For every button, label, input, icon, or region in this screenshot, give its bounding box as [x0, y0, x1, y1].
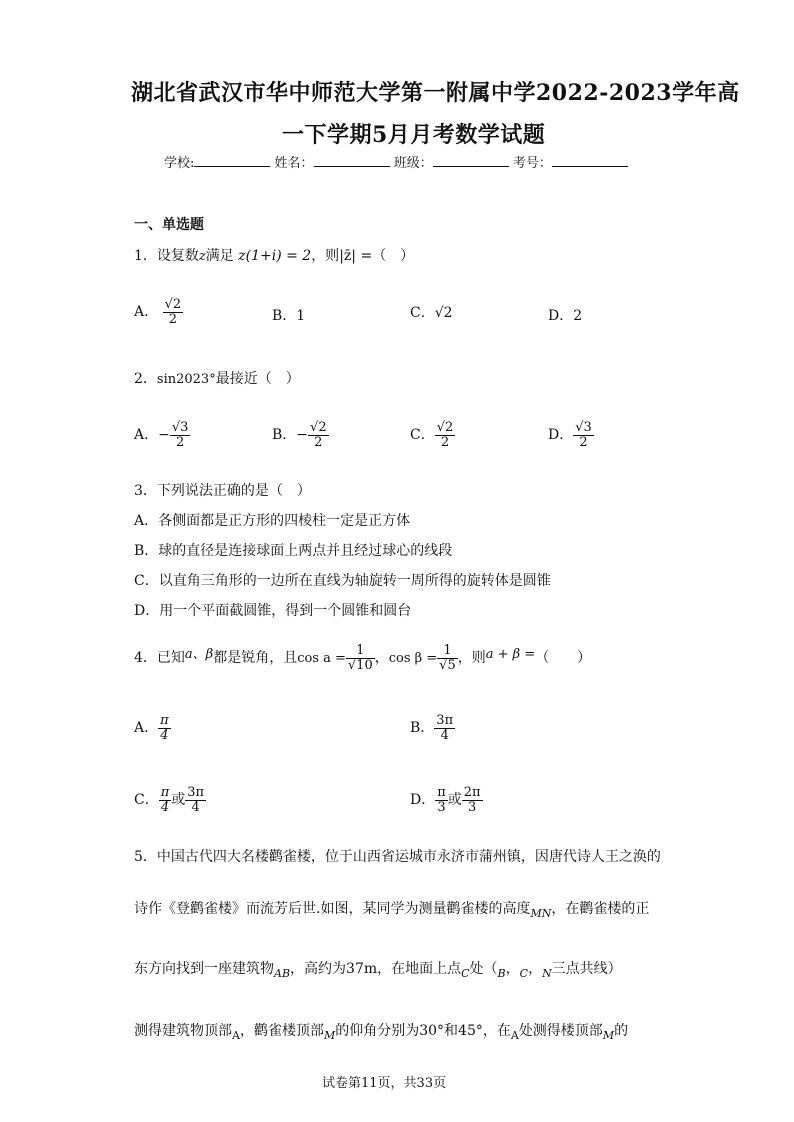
id-label: 考号： [512, 156, 552, 171]
q5-text: 诗作《登鹳雀楼》而流芳后世.如图，某同学为测量鹳雀楼的高度 [134, 901, 531, 917]
q4-text-c: ，则 [457, 650, 486, 666]
q1-abs-conj: |z̄| = [339, 248, 373, 264]
frac-num: √2 [436, 420, 454, 435]
q1-var-z: z [198, 249, 206, 264]
frac-den: 4 [191, 799, 200, 815]
frac-num: √3 [171, 420, 189, 435]
q2-text: 最接近（ ） [215, 371, 300, 387]
q4-cos-b: cos β = [388, 651, 438, 666]
q1-option-b[interactable] [272, 305, 305, 325]
option-label: D． [548, 427, 574, 444]
q5-var-a: A [510, 1028, 519, 1042]
q5-var-c: C [519, 966, 529, 980]
q3-option-c[interactable]: C．以直角三角形的一边所在直线为轴旋转一周所得的旋转体是圆锥 [134, 573, 551, 589]
minus-sign: − [296, 427, 309, 444]
q1-paren: （ ） [372, 248, 415, 264]
frac-num: π [160, 713, 169, 728]
option-label: A． [134, 720, 159, 737]
q2-num: 2． [134, 371, 157, 387]
fraction [462, 786, 483, 814]
q5-line3 [134, 958, 622, 980]
q2-option-c[interactable] [410, 421, 455, 449]
id-blank[interactable] [552, 154, 628, 167]
page-footer: 试卷第11页，共33页 [322, 1076, 447, 1091]
or-text: 或 [447, 792, 462, 809]
q1-text-c: ，则 [311, 248, 340, 264]
q4-option-d[interactable] [410, 786, 483, 814]
q4-vars: a、β [184, 647, 214, 662]
frac-num: π [437, 785, 446, 800]
frac-num: 2π [463, 785, 481, 800]
q1-option-a[interactable] [134, 298, 183, 326]
q5-text: 三点共线） [551, 961, 622, 977]
q4-option-c[interactable] [134, 786, 206, 814]
option-label: B． [272, 308, 297, 324]
q2-stem [134, 368, 300, 388]
q5-text: 处（ [469, 961, 498, 977]
fraction [435, 786, 448, 814]
or-text: 或 [171, 792, 186, 809]
fraction [158, 714, 171, 742]
frac-num: 1 [437, 644, 458, 659]
q5-text: 东方向找到一座建筑物 [134, 961, 274, 977]
q2-option-d[interactable] [548, 421, 594, 449]
fraction [159, 786, 172, 814]
fraction [435, 421, 456, 449]
q5-text: 的 [614, 1023, 629, 1039]
fraction [170, 421, 191, 449]
exam-title-line1: 湖北省武汉市华中师范大学第一附属中学2022-2023学年高 [131, 80, 740, 106]
q4-option-a[interactable] [134, 714, 171, 742]
q5-line1: 5．中国古代四大名楼鹳雀楼，位于山西省运城市永济市蒲州镇，因唐代诗人王之涣的 [134, 849, 661, 865]
option-label: C． [410, 427, 435, 444]
q3-option-d[interactable]: D．用一个平面截圆锥，得到一个圆锥和圆台 [134, 603, 412, 619]
q5-text: 的仰角分别为30°和45°，在 [335, 1023, 511, 1039]
fraction [308, 421, 329, 449]
frac-den: √10 [347, 657, 373, 673]
q5-var-m: M [602, 1028, 615, 1042]
fraction [434, 714, 455, 742]
q5-text: ，鹳雀楼顶部 [239, 1023, 324, 1039]
q1-option-c[interactable] [410, 302, 453, 322]
q1-option-d[interactable] [548, 305, 582, 325]
option-label: C． [134, 792, 159, 809]
q5-var-c: C [461, 966, 470, 980]
frac-num: 3π [436, 713, 454, 728]
q4-fraction-2 [437, 644, 458, 672]
q5-var-b: B [497, 966, 506, 980]
q1-text-b: 满足 [205, 248, 234, 264]
frac-den: √5 [439, 657, 456, 673]
q4-fraction-1 [346, 644, 375, 672]
frac-num: 3π [187, 785, 205, 800]
fraction [185, 786, 206, 814]
option-label: D． [548, 308, 574, 324]
school-blank[interactable] [194, 154, 270, 167]
q4-cos-a: cos a = [297, 651, 346, 666]
frac-den: 2 [314, 434, 323, 450]
q5-var-ab: AB [274, 966, 291, 980]
class-blank[interactable] [433, 154, 509, 167]
school-label: 学校: [164, 156, 195, 171]
q5-var-n: N [542, 966, 552, 980]
exam-title-line2: 一下学期5月月考数学试题 [282, 122, 546, 148]
frac-den: 4 [160, 727, 169, 743]
q2-option-b[interactable] [272, 421, 329, 449]
q5-text: ，在鹳雀楼的正 [551, 901, 650, 917]
q2-expression: sin2023° [156, 372, 216, 387]
q4-num: 4．已知 [134, 650, 185, 666]
q5-text: 测得建筑物顶部 [134, 1023, 232, 1039]
q5-var-m: M [323, 1028, 336, 1042]
option-value: √2 [434, 305, 453, 321]
option-label: B． [272, 427, 297, 444]
frac-den: 4 [440, 727, 449, 743]
minus-sign: − [158, 427, 170, 444]
q5-text: ， [505, 961, 520, 977]
option-label: A． [134, 427, 159, 444]
q5-var-a: A [232, 1028, 240, 1042]
q5-var-mn: MN [530, 906, 552, 920]
option-label: A． [134, 304, 159, 321]
q1-stem [134, 245, 414, 265]
frac-den: 4 [160, 799, 170, 815]
q3-option-a[interactable]: A．各侧面都是正方形的四棱柱一定是正方体 [134, 513, 411, 529]
q5-text: 处测得楼顶部 [518, 1023, 603, 1039]
q4-comma: ， [374, 650, 389, 666]
q4-stem [134, 643, 591, 672]
name-blank[interactable] [314, 154, 390, 167]
option-label: C． [410, 305, 435, 321]
frac-den: 2 [440, 434, 450, 450]
frac-num: π [160, 785, 170, 800]
frac-num: √3 [575, 420, 592, 435]
option-label: D． [410, 792, 436, 809]
q4-sum: a + β = [485, 647, 536, 662]
frac-num: 1 [346, 644, 375, 659]
q1-text-a: 1．设复数 [134, 248, 199, 264]
fraction [163, 298, 184, 326]
q5-text: ，高约为37m，在地面上点 [290, 961, 462, 977]
fraction [573, 421, 594, 449]
name-label: 姓名： [274, 156, 314, 171]
q3-option-b[interactable]: B．球的直径是连接球面上两点并且经过球心的线段 [134, 543, 453, 559]
class-label: 班级： [393, 156, 433, 171]
option-value: 2 [573, 308, 583, 324]
section-title: 一、单选题 [134, 217, 204, 233]
q5-line2 [134, 898, 649, 920]
frac-den: 3 [468, 799, 477, 815]
q2-option-a[interactable] [134, 421, 190, 449]
q4-option-b[interactable] [410, 714, 455, 742]
info-fields [164, 152, 628, 171]
option-label: B． [410, 720, 435, 737]
frac-den: 2 [579, 434, 588, 450]
q1-equation: z(1+i) = 2 [238, 248, 312, 264]
q4-paren: （ ） [535, 650, 592, 666]
frac-num: √2 [164, 297, 182, 312]
q3-stem: 3．下列说法正确的是（ ） [134, 483, 311, 499]
frac-den: 3 [437, 799, 446, 815]
option-value: 1 [296, 308, 306, 324]
q5-text: ， [528, 961, 543, 977]
frac-den: 2 [176, 434, 185, 450]
frac-den: 2 [168, 311, 177, 327]
q4-text-b: 都是锐角，且 [213, 650, 298, 666]
frac-num: √2 [310, 420, 327, 435]
q5-line4 [134, 1020, 628, 1042]
